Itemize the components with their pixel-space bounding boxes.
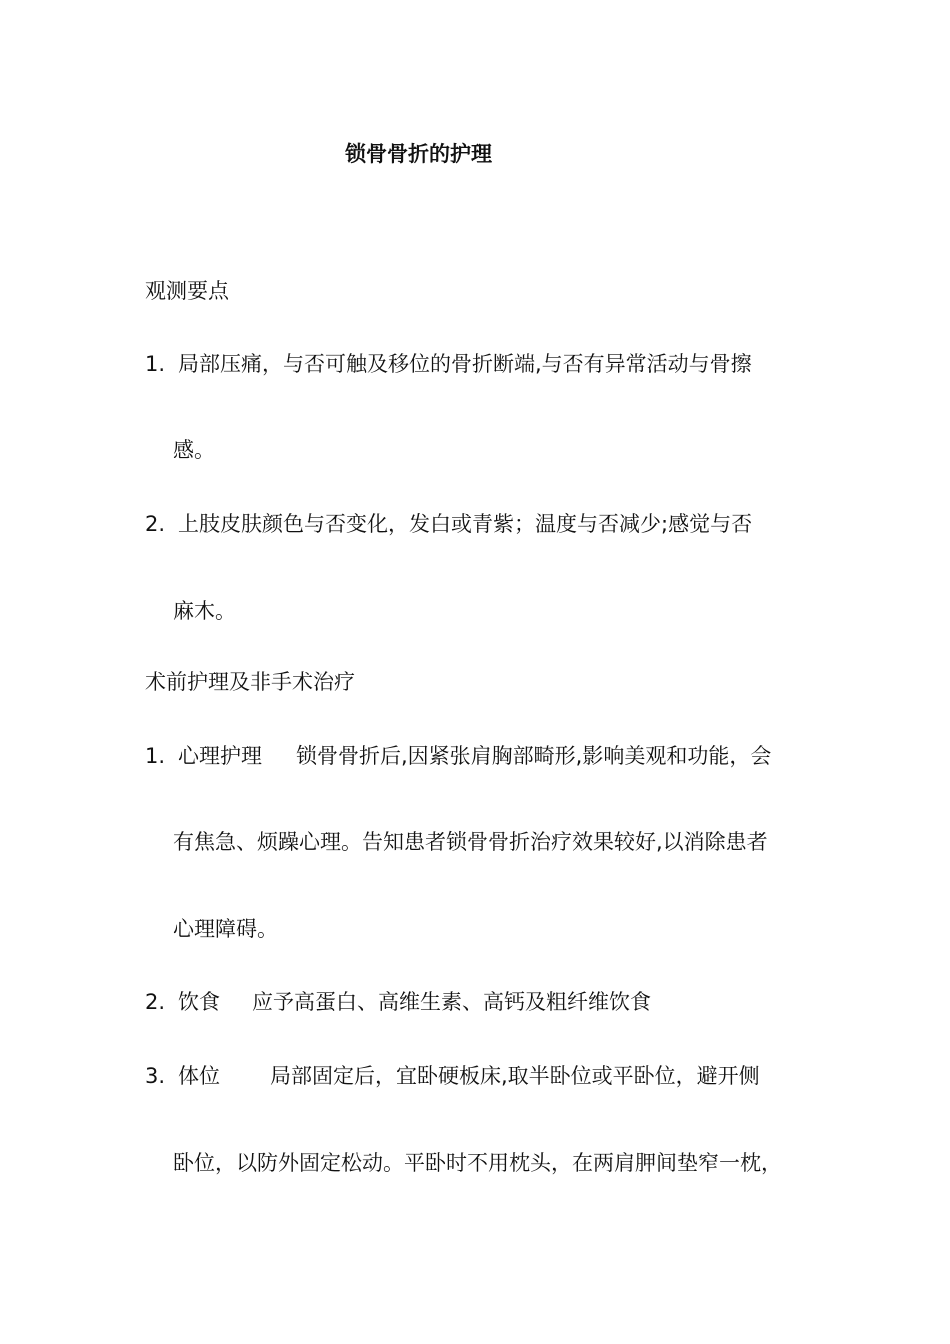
item-label: 体位 [178,1064,220,1088]
item-text: 局部压痛，与否可触及移位的骨折断端,与否有异常活动与骨擦 [178,352,752,376]
item-text: 应予高蛋白、高维生素、高钙及粗纤维饮食 [252,990,651,1014]
item-label: 饮食 [178,990,220,1014]
section-heading-preop-care: 术前护理及非手术治疗 [145,670,355,694]
item-number: 1. [145,352,166,376]
document-title: 锁骨骨折的护理 [345,142,492,166]
item-text: 上肢皮肤颜色与否变化，发白或青紫；温度与否减少;感觉与否 [178,512,753,536]
care-item-1-continuation-2: 心理障碍。 [173,917,278,941]
care-item-1-continuation-1: 有焦急、烦躁心理。告知患者锁骨骨折治疗效果较好,以消除患者 [173,830,768,854]
item-number: 2. [145,990,166,1014]
observation-item-1 [145,348,752,378]
observation-item-2-continuation: 麻木。 [173,599,236,623]
care-item-3 [145,1060,760,1090]
observation-item-2 [145,508,752,538]
item-number: 2. [145,512,166,536]
care-item-3-continuation: 卧位，以防外固定松动。平卧时不用枕头，在两肩胛间垫窄一枕， [173,1151,782,1175]
care-item-2 [145,986,651,1016]
item-text: 锁骨骨折后,因紧张肩胸部畸形,影响美观和功能，会 [296,744,772,768]
item-label: 心理护理 [178,744,262,768]
item-text: 局部固定后，宜卧硬板床,取半卧位或平卧位，避开侧 [270,1064,760,1088]
item-number: 3. [145,1064,166,1088]
item-number: 1. [145,744,166,768]
care-item-1 [145,740,771,770]
section-heading-observation: 观测要点 [145,279,229,303]
observation-item-1-continuation: 感。 [173,438,215,462]
